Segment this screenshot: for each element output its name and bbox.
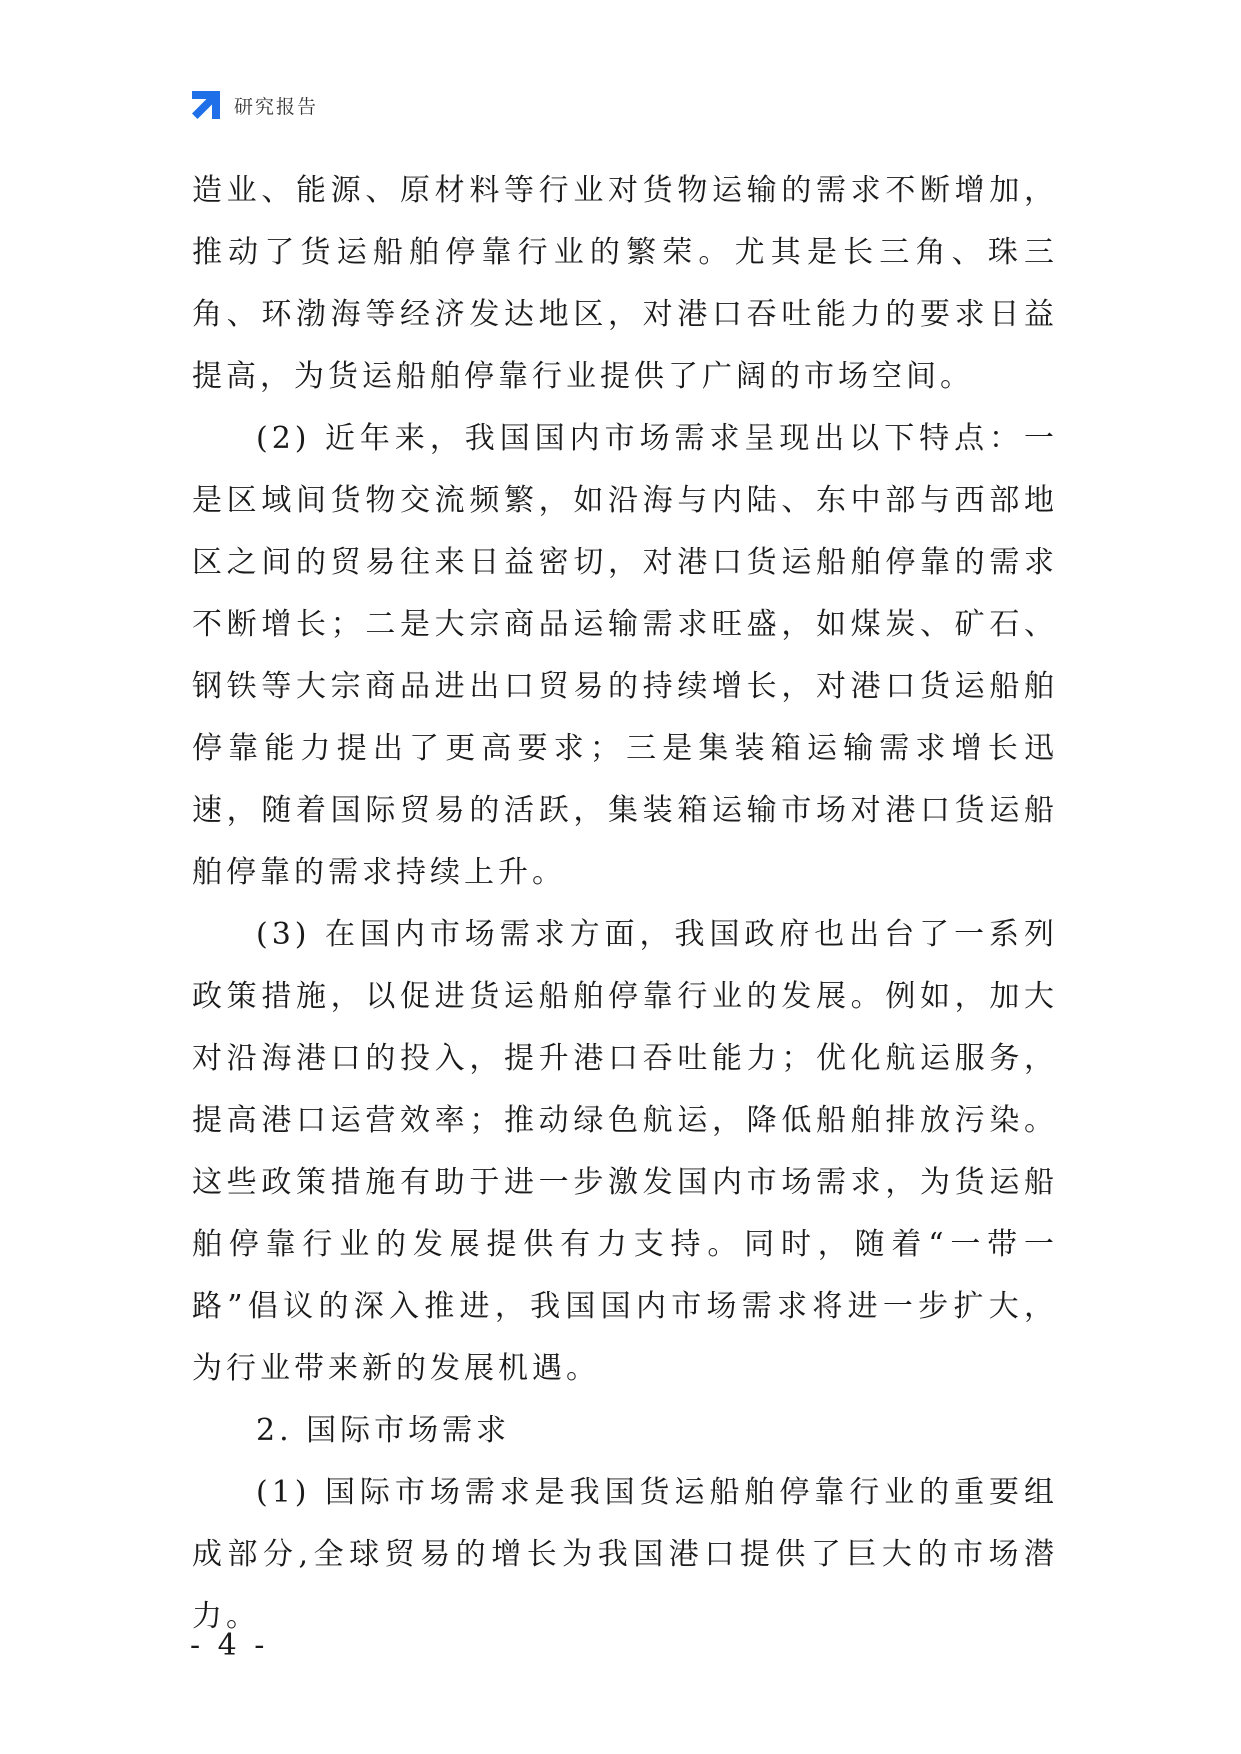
arrow-up-right-icon [190,89,222,121]
page-number: - 4 - [190,1628,269,1663]
header-title: 研究报告 [234,95,319,118]
paragraph-domestic-policy: (3) 在国内市场需求方面，我国政府也出台了一系列政策措施，以促进货运船舶停靠行业的发展。例如，加大对沿海港口的投入，提升港口吞吐能力；优化航运服务，提高港口运营效率；推动绿色航运，降低船舶排放污染。这些政策措施有助于进一步激发国内市场需求，为货运船舶停靠行业的发展提供有力支持。同时，随着“一带一路”倡议的深入推进，我国国内市场需求将进一步扩大，为行业带来新的发展机遇。 [192,917,1058,1386]
section-heading: 2. 国际市场需求 [256,1413,511,1448]
paragraph-continuation: 造业、能源、原材料等行业对货物运输的需求不断增加，推动了货运船舶停靠行业的繁荣。尤其是长三角、珠三角、环渤海等经济发达地区，对港口吞吐能力的要求日益提高，为货运船舶停靠行业提供了广阔的市场空间。 [192,173,1058,394]
page-header [190,88,318,122]
document-body [192,160,1058,1648]
paragraph-international-demand: (1) 国际市场需求是我国货运船舶停靠行业的重要组成部分,全球贸易的增长为我国港口提供了巨大的市场潜力。 [192,1475,1058,1634]
paragraph-domestic-features: (2) 近年来，我国国内市场需求呈现出以下特点：一是区域间货物交流频繁，如沿海与内陆、东中部与西部地区之间的贸易往来日益密切，对港口货运船舶停靠的需求不断增长；二是大宗商品运输需求旺盛，如煤炭、矿石、钢铁等大宗商品进出口贸易的持续增长，对港口货运船舶停靠能力提出了更高要求；三是集装箱运输需求增长迅速，随着国际贸易的活跃，集装箱运输市场对港口货运船舶停靠的需求持续上升。 [192,421,1058,890]
